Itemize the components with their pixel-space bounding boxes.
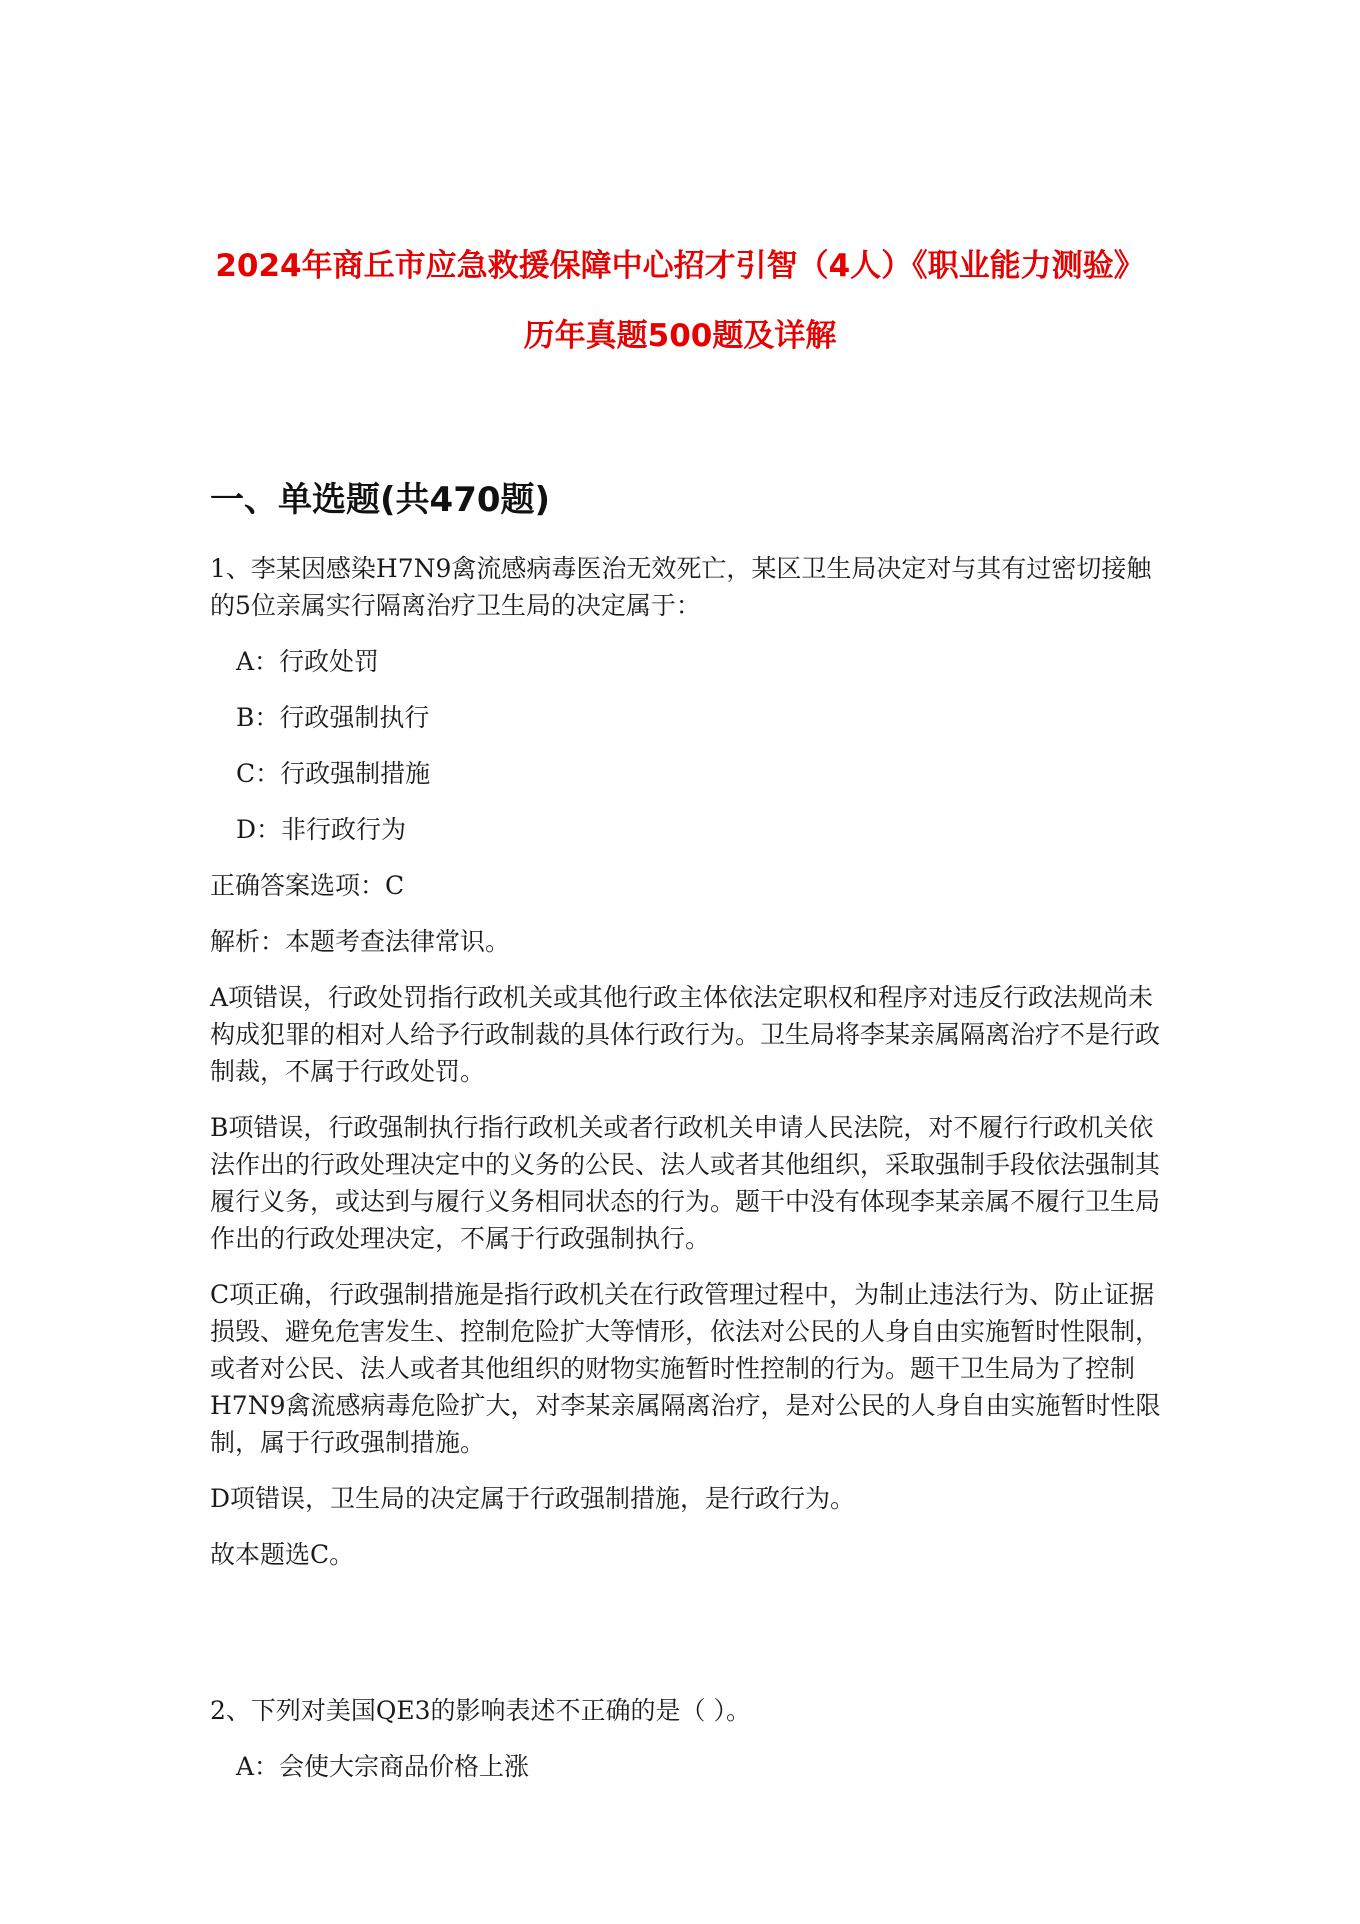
question-stem: 2、下列对美国QE3的影响表述不正确的是（ ）。	[210, 1696, 752, 1725]
option-a: A：会使大宗商品价格上涨	[236, 1752, 530, 1781]
question-gap	[210, 1592, 1170, 1692]
question-2	[210, 1692, 1170, 1785]
analysis-c: C项正确，行政强制措施是指行政机关在行政管理过程中，为制止违法行为、防止证据损毁、避免危害发生、控制危险扩大等情形，依法对公民的人身自由实施暂时性限制，或者对公民、法人或者其他组织的财物实施暂时性控制的行为。题干卫生局为了控制H7N9禽流感病毒危险扩大，对李某亲属隔离治疗，是对公民的人身自由实施暂时性限制，属于行政强制措施。	[210, 1280, 1161, 1457]
analysis-b: B项错误，行政强制执行指行政机关或者行政机关申请人民法院，对不履行行政机关依法作出的行政处理决定中的义务的公民、法人或者其他组织，采取强制手段依法强制其履行义务，或达到与履行义务相同状态的行为。题干中没有体现李某亲属不履行卫生局作出的行政处理决定，不属于行政强制执行。	[210, 1113, 1161, 1253]
correct-answer: 正确答案选项：C	[210, 871, 405, 900]
option-a: A：行政处罚	[236, 647, 380, 676]
document-title-line-2: 历年真题500题及详解	[523, 318, 837, 354]
analysis-intro: 解析：本题考查法律常识。	[210, 927, 511, 956]
document-title-line-1: 2024年商丘市应急救援保障中心招才引智（4人）《职业能力测验》	[215, 248, 1145, 284]
question-stem: 1、李某因感染H7N9禽流感病毒医治无效死亡，某区卫生局决定对与其有过密切接触的5位亲属实行隔离治疗卫生局的决定属于：	[210, 554, 1152, 620]
conclusion: 故本题选C。	[210, 1540, 355, 1569]
question-1	[210, 550, 1170, 1573]
option-b: B：行政强制执行	[236, 703, 430, 732]
section-heading: 一、单选题(共470题)	[210, 480, 551, 520]
option-d: D：非行政行为	[236, 815, 407, 844]
analysis-d: D项错误，卫生局的决定属于行政强制措施，是行政行为。	[210, 1484, 856, 1513]
option-c: C：行政强制措施	[236, 759, 431, 788]
analysis-a: A项错误，行政处罚指行政机关或其他行政主体依法定职权和程序对违反行政法规尚未构成犯罪的相对人给予行政制裁的具体行政行为。卫生局将李某亲属隔离治疗不是行政制裁，不属于行政处罚。	[210, 983, 1161, 1086]
question-list	[210, 550, 1170, 1804]
